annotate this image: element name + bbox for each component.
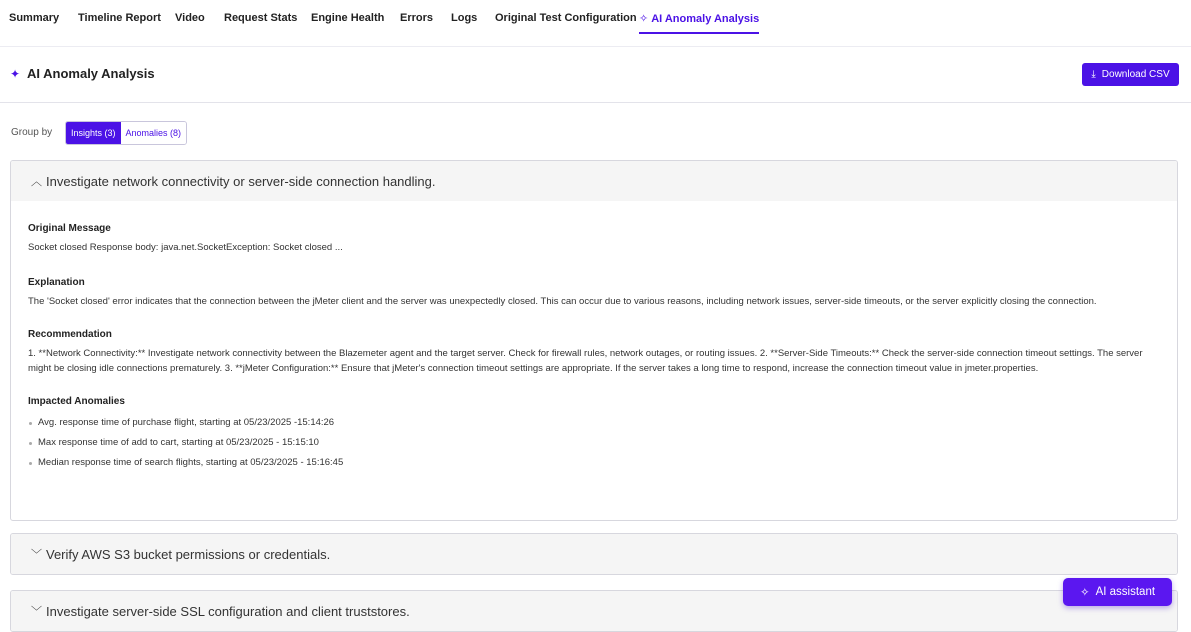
insight-title: Investigate server-side SSL configuration and client truststores.	[46, 603, 410, 619]
original-message-heading: Original Message	[28, 223, 111, 234]
tab-engine-health[interactable]: Engine Health	[311, 12, 385, 24]
sparkle-icon: ✧	[1079, 587, 1090, 599]
list-item: Median response time of search flights, starting at 05/23/2025 - 15:16:45	[28, 453, 1160, 473]
list-item: Max response time of add to cart, starting at 05/23/2025 - 15:15:10	[28, 433, 1160, 453]
tab-request-stats[interactable]: Request Stats	[224, 12, 298, 24]
sparkle-icon: ✧	[639, 13, 649, 25]
chevron-up-icon: ︿	[31, 176, 42, 188]
original-message-text: Socket closed Response body: java.net.SocketException: Socket closed ...	[28, 242, 343, 253]
explanation-heading: Explanation	[28, 277, 85, 288]
insight-header[interactable]	[11, 591, 1177, 631]
insight-header[interactable]	[11, 534, 1177, 574]
tab-errors[interactable]: Errors	[400, 12, 434, 24]
recommendation-text: 1. **Network Connectivity:** Investigate network connectivity between the Blazemeter agent and the target server. Check for firewall rules, network outages, or routing issues. 2. **Server-Side Timeouts:** Check the server-side connection timeout settings. The server might be closing idle connections prematurely. 3. **jMeter Configuration:** Ensure that jMeter's connection timeout settings are appropriate. If the server takes a long time to respond, increase the connection timeout value in jmeter.properties.	[28, 348, 1143, 374]
chevron-down-icon: ﹀	[31, 549, 42, 561]
list-item: Avg. response time of purchase flight, starting at 05/23/2025 -15:14:26	[28, 413, 1160, 433]
insight-title: Investigate network connectivity or server-side connection handling.	[46, 173, 436, 189]
insight-header[interactable]	[11, 161, 1177, 201]
ai-assistant-button[interactable]	[1063, 578, 1172, 606]
download-csv-button[interactable]	[1082, 63, 1179, 86]
chevron-down-icon: ﹀	[31, 606, 42, 618]
page-title: AI Anomaly Analysis	[27, 66, 155, 81]
recommendation-heading: Recommendation	[28, 329, 112, 340]
impacted-anomalies-heading: Impacted Anomalies	[28, 396, 125, 407]
tab-original-test-configuration[interactable]: Original Test Configuration	[495, 12, 637, 24]
insight-body	[11, 201, 1177, 473]
tab-ai-anomaly-analysis[interactable]	[639, 12, 759, 34]
group-by-anomalies-option[interactable]: Anomalies (8)	[121, 122, 187, 144]
impacted-anomalies-list	[28, 413, 1160, 473]
download-icon: ⤓	[1091, 69, 1096, 80]
tab-logs[interactable]: Logs	[451, 12, 478, 24]
group-by-insights-option[interactable]: Insights (3)	[66, 122, 121, 144]
group-by-toggle	[65, 121, 187, 145]
explanation-text: The 'Socket closed' error indicates that the connection between the jMeter client and the server was unexpectedly closed. This can occur due to various reasons, including network issues, server-side timeouts, or the server explicitly closing the connection.	[28, 296, 1097, 307]
tab-timeline-report[interactable]: Timeline Report	[78, 12, 161, 24]
tab-bar	[0, 0, 1191, 47]
sparkle-icon: ✦	[10, 67, 21, 81]
insight-card	[10, 590, 1178, 632]
group-by-label: Group by	[11, 127, 53, 138]
tab-summary[interactable]: Summary	[9, 12, 60, 24]
download-csv-label: Download CSV	[1101, 69, 1170, 80]
insight-title: Verify AWS S3 bucket permissions or credentials.	[46, 546, 331, 562]
insight-card	[10, 160, 1178, 521]
insight-card	[10, 533, 1178, 575]
ai-assistant-label: AI assistant	[1095, 586, 1156, 598]
tab-label: AI Anomaly Analysis	[651, 13, 760, 25]
page-header	[0, 47, 1191, 103]
tab-video[interactable]: Video	[175, 12, 205, 24]
